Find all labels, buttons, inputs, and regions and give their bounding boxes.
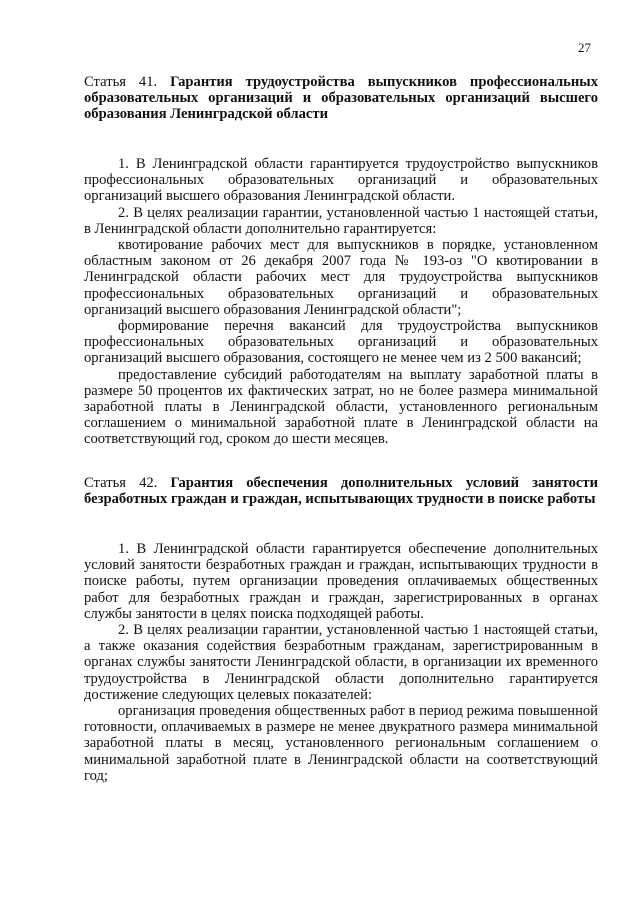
article-41-paragraph-vacancies: формирование перечня вакансий для трудоустройства выпускников профессиональных образовательных организаций и образовательных организаций высшего образования, состоящего не менее чем из 2 500 вакансий; <box>84 318 598 367</box>
article-41-paragraph-2: 2. В целях реализации гарантии, установленной частью 1 настоящей статьи, в Ленинградской области дополнительно гарантируется: <box>84 204 598 237</box>
article-41-heading-block <box>84 74 598 123</box>
page-number: 27 <box>578 40 591 55</box>
article-41-paragraph-1: 1. В Ленинградской области гарантируется трудоустройство выпускников профессиональных образовательных организаций и образовательных организаций высшего образования Ленинградской области. <box>84 156 598 205</box>
article-41-body <box>84 156 598 448</box>
article-42-paragraph-public-works: организация проведения общественных работ в период режима повышенной готовности, оплачиваемых в размере не менее двукратного размера минимальной заработной платы в месяц, установленного региональным соглашением о минимальной заработной плате в Ленинградской области на соответствующий год; <box>84 703 598 784</box>
article-42-number: Статья 42. <box>84 475 158 491</box>
article-41-heading <box>84 74 598 123</box>
article-42-heading-block <box>84 475 598 507</box>
article-41-title: Гарантия трудоустройства выпускников профессиональных образовательных организаций и образовательных организаций высшего образования Ленинградской области <box>84 74 598 123</box>
article-42-paragraph-1: 1. В Ленинградской области гарантируется обеспечение дополнительных условий занятости безработных граждан и граждан, испытывающих трудности в поиске работы, путем организации проведения оплачиваемых общественных работ для безработных граждан и граждан, зарегистрированных в органах службы занятости в целях поиска подходящей работы. <box>84 541 598 622</box>
article-41-number: Статья 41. <box>84 74 158 90</box>
article-42-paragraph-2: 2. В целях реализации гарантии, установленной частью 1 настоящей статьи, а также оказания содействия безработным гражданам, зарегистрированным в органах службы занятости Ленинградской области, в организации их временного трудоустройства в Ленинградской области дополнительно гарантируется достижение следующих целевых показателей: <box>84 622 598 703</box>
article-42-body <box>84 541 598 784</box>
article-42-title: Гарантия обеспечения дополнительных условий занятости безработных граждан и граждан, испытывающих трудности в поиске работы <box>84 475 598 508</box>
article-41-paragraph-quotas: квотирование рабочих мест для выпускников в порядке, установленном областным законом от 26 декабря 2007 года № 193-оз "О квотировании в Ленинградской области рабочих мест для трудоустройства выпускников профессиональных образовательных организаций и образовательных организаций высшего образования Ленинградской области"; <box>84 237 598 318</box>
article-42-heading <box>84 475 598 507</box>
article-41-paragraph-subsidies: предоставление субсидий работодателям на выплату заработной платы в размере 50 процентов их фактических затрат, но не более размера минимальной заработной платы в Ленинградской области, установленного региональным соглашением о минимальной заработной плате в Ленинградской области на соответствующий год, сроком до шести месяцев. <box>84 366 598 448</box>
